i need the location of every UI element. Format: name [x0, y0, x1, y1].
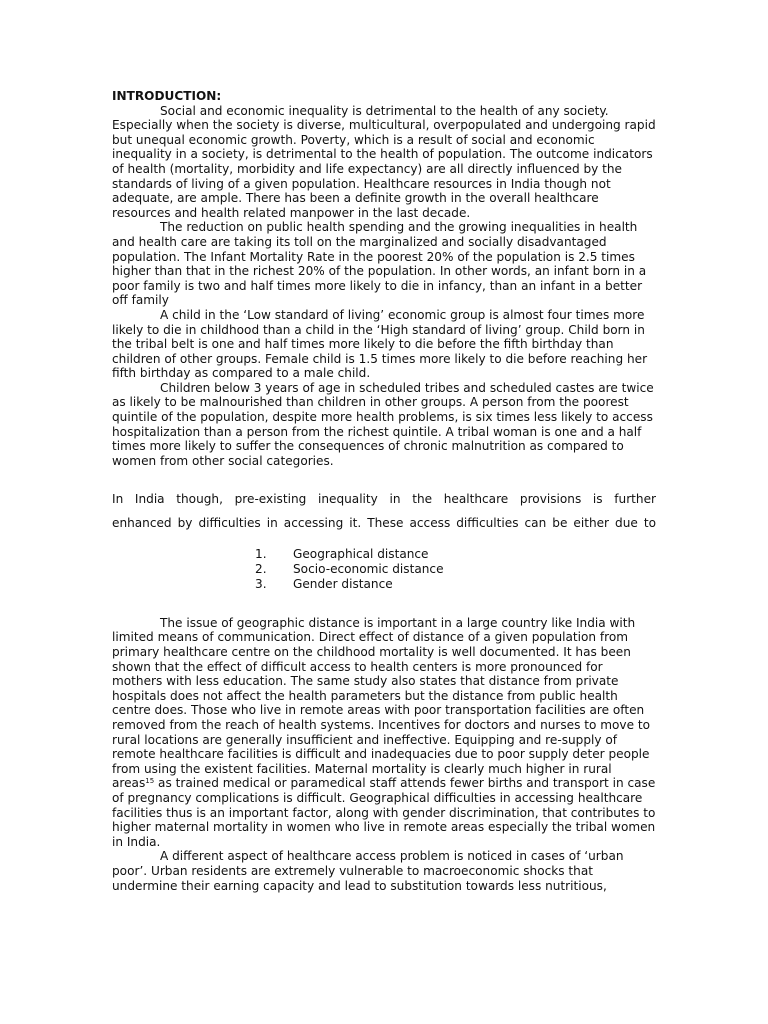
list-item — [112, 562, 656, 577]
list-text: Geographical distance — [293, 547, 429, 562]
spacer — [112, 468, 656, 489]
paragraph-malnutrition: Children below 3 years of age in scheduled tribes and scheduled castes are twice as likely to be malnourished than children in other groups. A person from the poorest quintile of the population, despite more health problems, is six times less likely to access hospitalization than a person from the richest quintile. A tribal woman is one and a half times more likely to suffer the consequences of chronic malnutrition as compared to women from other social categories. — [112, 380, 654, 468]
list-number: 1. — [255, 547, 267, 562]
list-number: 3. — [255, 577, 267, 592]
distance-list — [112, 547, 656, 591]
list-text: Gender distance — [293, 577, 393, 592]
list-number: 2. — [255, 562, 267, 577]
paragraph-urban-poor: A different aspect of healthcare access problem is noticed in cases of ‘urban poor’. Urban residents are extremely vulnerable to macroeconomic shocks that undermine their earning capacity and lead to substitution towards less nutritious, — [112, 849, 624, 893]
paragraph-inequality: Social and economic inequality is detrimental to the health of any society. Especially when the society is diverse, multicultural, overpopulated and undergoing rapid but unequal economic growth. Poverty, which is a result of social and economic inequality in a society, is detrimental to the health of population. The outcome indicators of health (mortality, morbidity and life expectancy) are all directly influenced by the standards of living of a given population. Healthcare resources in India though not adequate, are ample. There has been a definite growth in the overall healthcare resources and health related manpower in the last decade. — [112, 103, 656, 220]
paragraph-geographic-distance — [112, 616, 656, 850]
paragraph-infant-mortality: The reduction on public health spending and the growing inequalities in health and health care are taking its toll on the marginalized and socially disadvantaged population. The Infant Mortality Rate in the poorest 20% of the population is 2.5 times higher than that in the richest 20% of the population. In other words, an infant born in a poor family is two and half times more likely to die in infancy, than an infant in a better off family — [112, 220, 647, 308]
list-item — [112, 577, 656, 592]
justified-line-2: enhanced by difficulties in accessing it. These access difficulties can be either due to — [112, 516, 656, 531]
geo-text-end: as trained medical or paramedical staff attends fewer births and transport in case of pregnancy complications is difficult. Geographical difficulties in accessing healthcare facilities thus is an important factor, along with gender discrimination, that contributes to higher maternal mortality in women who live in remote areas especially the tribal women in India. — [112, 776, 656, 849]
list-item — [112, 547, 656, 562]
geo-text-start: The issue of geographic distance is important in a large country like India with limited means of communication. Direct effect of distance of a given population from primary healthcare centre on the childhood mortality is well documented. It has been shown that the effect of difficult access to health centers is more pronounced for mothers with less education. The same study also states that distance from private hospitals does not affect the health parameters but the distance from public health centre does. Those who live in remote areas with poor transportation facilities are often removed from the reach of health systems. Incentives for doctors and nurses to move to rural locations are generally insufficient and ineffective. Equipping and re-supply of remote healthcare facilities is difficult and inadequacies due to poor supply deter people from using the existent facilities. Maternal mortality is clearly much higher in rural areas — [112, 615, 651, 791]
paragraph-child-mortality: A child in the ‘Low standard of living’ economic group is almost four times more likely to die in childhood than a child in the ‘High standard of living’ group. Child born in the tribal belt is one and half times more likely to die before the fifth birthday than children of other groups. Female child is 1.5 times more likely to die before reaching her fifth birthday as compared to a male child. — [112, 307, 648, 381]
justified-line-1: In India though, pre-existing inequality in the healthcare provisions is further — [112, 492, 656, 507]
footnote-reference: 15 — [145, 777, 155, 786]
section-heading: INTRODUCTION: — [112, 89, 222, 103]
list-text: Socio-economic distance — [293, 562, 444, 577]
spacer — [112, 592, 656, 616]
document-page — [112, 89, 656, 893]
